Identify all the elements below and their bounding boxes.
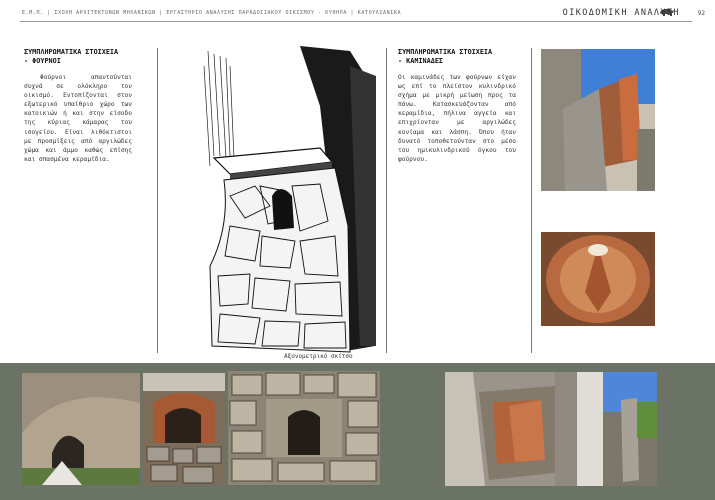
oven-photo-1 xyxy=(22,373,140,485)
breadcrumb: Ε.Μ.Π. | ΣΧΟΛΗ ΑΡΧΙΤΕΚΤΟΝΩΝ ΜΗΧΑΝΙΚΩΝ | ΕΡΓΑΣΤΗΡΙΟ ΑΝΑΛΥΣΗΣ ΠΑΡΑΔΟΣΙΑΚΟΥ ΟΙΚΙΣΜΟΥ - ΚΥΘΗΡΑ | ΚΑΤΟΥΛΙΑΝΙΚΑ xyxy=(22,10,402,16)
axonometric-sketch xyxy=(200,46,378,354)
chimneys-paragraph: Οι καμινάδες των φούρνων είχαν ως επί το πλείστον κυλινδρικό σχήμα με μικρή μείωση προς τα πάνω. Κατασκευάζονταν από κεραμίδια, πήλινα αγγεία και επιχρίονταν με αργιλώδες κονίαμα και λάσπη. Όπου ήταν δυνατό τοποθετούνταν στο μέσο του ημικυλινδρικού όγκου του φούρνου. xyxy=(398,74,516,163)
ovens-heading xyxy=(24,48,156,66)
oven-photo-3 xyxy=(228,371,380,485)
header-rule xyxy=(20,21,692,22)
section-title: ΟΙΚΟΔΟΜΙΚΗ ΑΝΑΛΥΣΗ xyxy=(562,8,680,18)
oven-photo-2 xyxy=(143,373,225,485)
chimney-photo-bottom-1 xyxy=(445,372,577,486)
chimneys-heading xyxy=(398,48,530,66)
right-divider xyxy=(531,48,532,353)
sketch-caption: Αξονομετρικό σκίτσο xyxy=(284,353,353,360)
ovens-heading-line2: - ΦΟΥΡΝΟΙ xyxy=(24,57,61,65)
left-divider xyxy=(157,48,158,353)
chimneys-heading-line2: - ΚΑΜΙΝΑΔΕΣ xyxy=(398,57,444,65)
ovens-paragraph: Φούρνοι απαντούνται συχνά σε ολόκληρο τον οικισμό. Εντοπίζονται στον εξωτερικό υπαίθριο χώρο των κατοικιών ή και στην είσοδο της κύριας κάμαρας του ισογείου. Είναι λιθόκτιστοι με προσμίξεις από αργιλώδες χώμα και άμμο καθώς επίσης και σπασμένα κεραμίδια. xyxy=(24,74,132,163)
chimney-photo xyxy=(541,49,655,191)
chimney-interior-photo xyxy=(541,232,655,326)
center-divider xyxy=(386,48,387,353)
chimney-photo-bottom-2 xyxy=(577,372,657,486)
ovens-heading-line1: ΣΥΜΠΛΗΡΩΜΑΤΙΚΑ ΣΤΟΙΧΕΙΑ xyxy=(24,48,119,56)
page-number: 92 xyxy=(697,10,705,17)
chimneys-heading-line1: ΣΥΜΠΛΗΡΩΜΑΤΙΚΑ ΣΤΟΙΧΕΙΑ xyxy=(398,48,493,56)
